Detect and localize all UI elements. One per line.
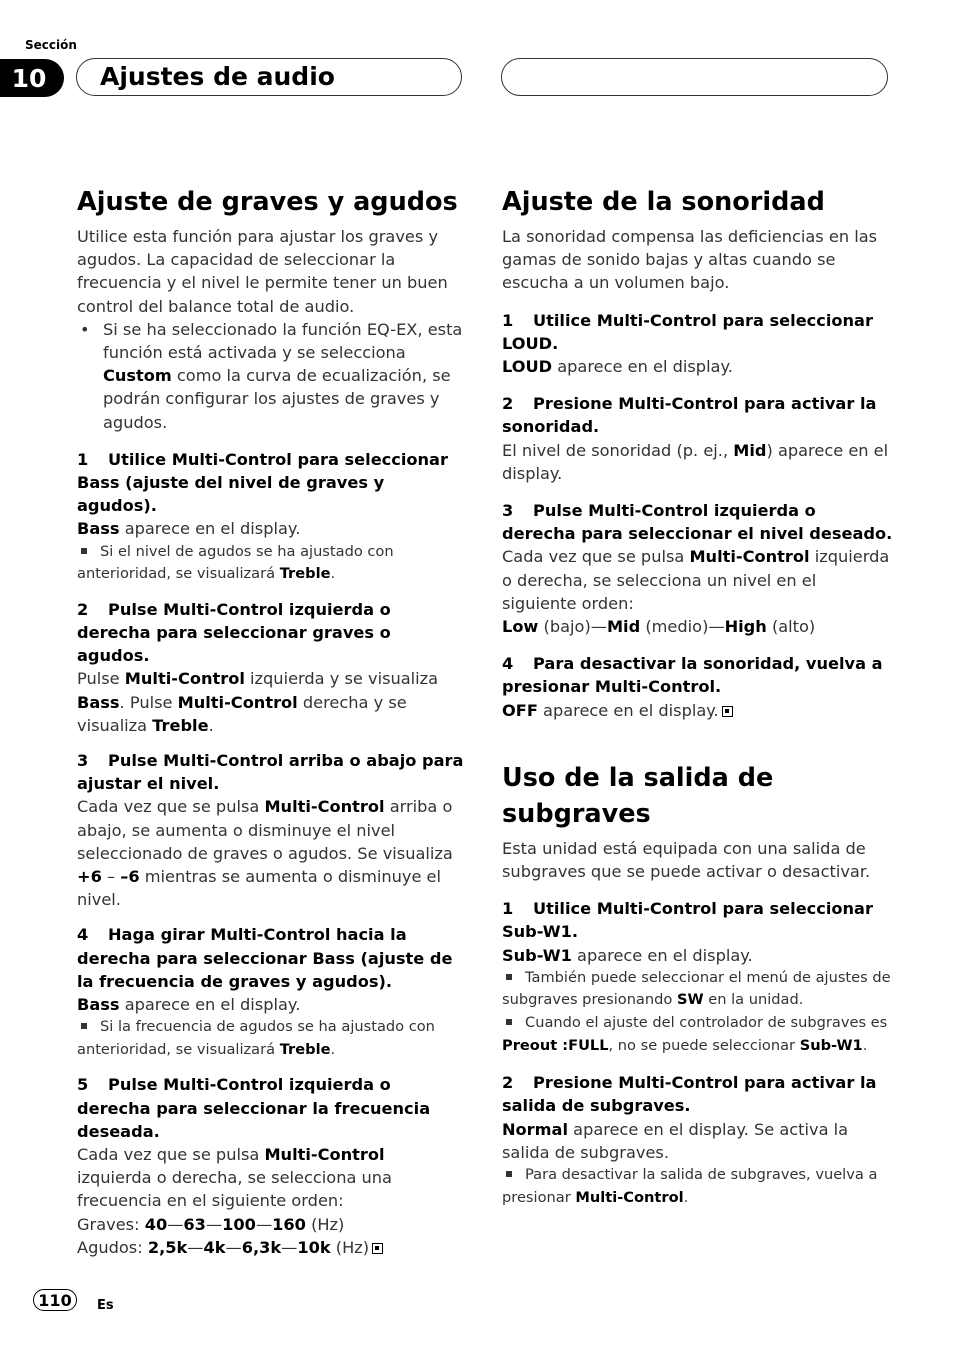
step-note: También puede seleccionar el menú de ajustes de subgraves presionando SW en la unidad. — [502, 968, 891, 1009]
section-title-subwoofer: Uso de la salida de subgraves — [502, 762, 774, 829]
intro-paragraph: Esta unidad está equipada con una salida de subgraves que se puede activar o desactivar. — [502, 838, 871, 882]
step-body: Normal aparece en el display. Se activa la salida de subgraves. — [502, 1119, 849, 1162]
end-mark-icon — [722, 706, 733, 717]
step-heading: 2 Pulse Multi-Control izquierda o derecha para seleccionar graves o agudos. — [77, 599, 391, 666]
step-heading: 1 Utilice Multi-Control para seleccionar Bass (ajuste del nivel de graves y agudos). — [77, 449, 448, 516]
step-body: Cada vez que se pulsa Multi-Control izquierda o derecha, se selecciona un nivel en el siguiente orden: — [502, 547, 890, 613]
section-title-loudness: Ajuste de la sonoridad — [502, 187, 825, 217]
note-square-icon — [506, 1019, 512, 1025]
step-note: Cuando el ajuste del controlador de subgraves es Preout :FULL, no se puede seleccionar Sub-W1. — [502, 1014, 888, 1054]
step-body: El nivel de sonoridad (p. ej., Mid) aparece en el display. — [502, 440, 889, 483]
step-heading: 3 Pulse Multi-Control izquierda o derecha para seleccionar el nivel deseado. — [502, 501, 893, 544]
note-square-icon — [81, 1023, 87, 1029]
step-heading: 4 Haga girar Multi-Control hacia la derecha para seleccionar Bass (ajuste de la frecuencia de graves y agudos). — [77, 925, 453, 991]
step-body: LOUD aparece en el display. — [502, 357, 733, 377]
step-body: Sub-W1 aparece en el display. — [502, 945, 753, 965]
step-heading: 4 Para desactivar la sonoridad, vuelva a presionar Multi-Control. — [502, 654, 883, 697]
note-square-icon — [506, 1171, 512, 1177]
page-number: 110 — [33, 1289, 77, 1311]
step-note: Si la frecuencia de agudos se ha ajustado con anterioridad, se visualizará Treble. — [77, 1018, 435, 1058]
step-note: Si el nivel de agudos se ha ajustado con anterioridad, se visualizará Treble. — [77, 542, 394, 583]
step-body: Cada vez que se pulsa Multi-Control izquierda o derecha, se selecciona una frecuencia en el siguiente orden: — [77, 1145, 392, 1211]
bullet-text: Si se ha seleccionado la función EQ-EX, esta función está activada y se selecciona Custom como la curva de ecualización, se podrán configurar los ajustes de graves y agudos. — [103, 319, 463, 432]
step-heading: 1 Utilice Multi-Control para seleccionar Sub-W1. — [502, 899, 873, 942]
bullet-dot-icon: • — [80, 319, 90, 339]
header-empty-frame — [501, 58, 888, 96]
step-body: Cada vez que se pulsa Multi-Control arriba o abajo, se aumenta o disminuye el nivel seleccionado de graves o agudos. Se visualiza +6 – –6 mientras se aumenta o disminuye el nivel. — [77, 797, 453, 910]
step-heading: 5 Pulse Multi-Control izquierda o derecha para seleccionar la frecuencia deseada. — [77, 1075, 431, 1141]
end-mark-icon — [372, 1243, 383, 1254]
page-header-title: Ajustes de audio — [100, 62, 335, 91]
step-heading: 2 Presione Multi-Control para activar la salida de subgraves. — [502, 1073, 877, 1116]
step-body: Pulse Multi-Control izquierda y se visualiza Bass. Pulse Multi-Control derecha y se visualiza Treble. — [77, 669, 439, 735]
step-heading: 2 Presione Multi-Control para activar la sonoridad. — [502, 394, 877, 437]
left-column — [77, 184, 464, 1259]
language-code: Es — [97, 1298, 114, 1313]
step-note: Para desactivar la salida de subgraves, vuelva a presionar Multi-Control. — [502, 1166, 878, 1206]
step-body: OFF aparece en el display. — [502, 699, 894, 722]
section-number-badge: 10 — [0, 59, 64, 97]
note-square-icon — [506, 974, 512, 980]
intro-paragraph: La sonoridad compensa las deficiencias en las gamas de sonido bajas y altas cuando se escucha a un volumen bajo. — [502, 227, 878, 293]
bullet-item — [77, 318, 464, 434]
loudness-level-order: Low (bajo)—Mid (medio)—High (alto) — [502, 617, 816, 637]
step-body: Bass aparece en el display. — [77, 995, 301, 1015]
step-body: Bass aparece en el display. — [77, 519, 301, 539]
step-heading: 3 Pulse Multi-Control arriba o abajo para ajustar el nivel. — [77, 751, 464, 794]
note-square-icon — [81, 548, 87, 554]
section-label: Sección — [25, 38, 77, 52]
frequency-list-treble: Agudos: 2,5k—4k—6,3k—10k (Hz) — [77, 1236, 464, 1259]
step-heading: 1 Utilice Multi-Control para seleccionar LOUD. — [502, 310, 873, 353]
frequency-list-bass: Graves: 40—63—100—160 (Hz) — [77, 1214, 345, 1234]
section-title-bass-treble: Ajuste de graves y agudos — [77, 187, 458, 217]
right-column — [502, 184, 894, 1209]
intro-paragraph: Utilice esta función para ajustar los graves y agudos. La capacidad de seleccionar la frecuencia y el nivel le permite tener un buen control del balance total de audio. — [77, 227, 448, 316]
